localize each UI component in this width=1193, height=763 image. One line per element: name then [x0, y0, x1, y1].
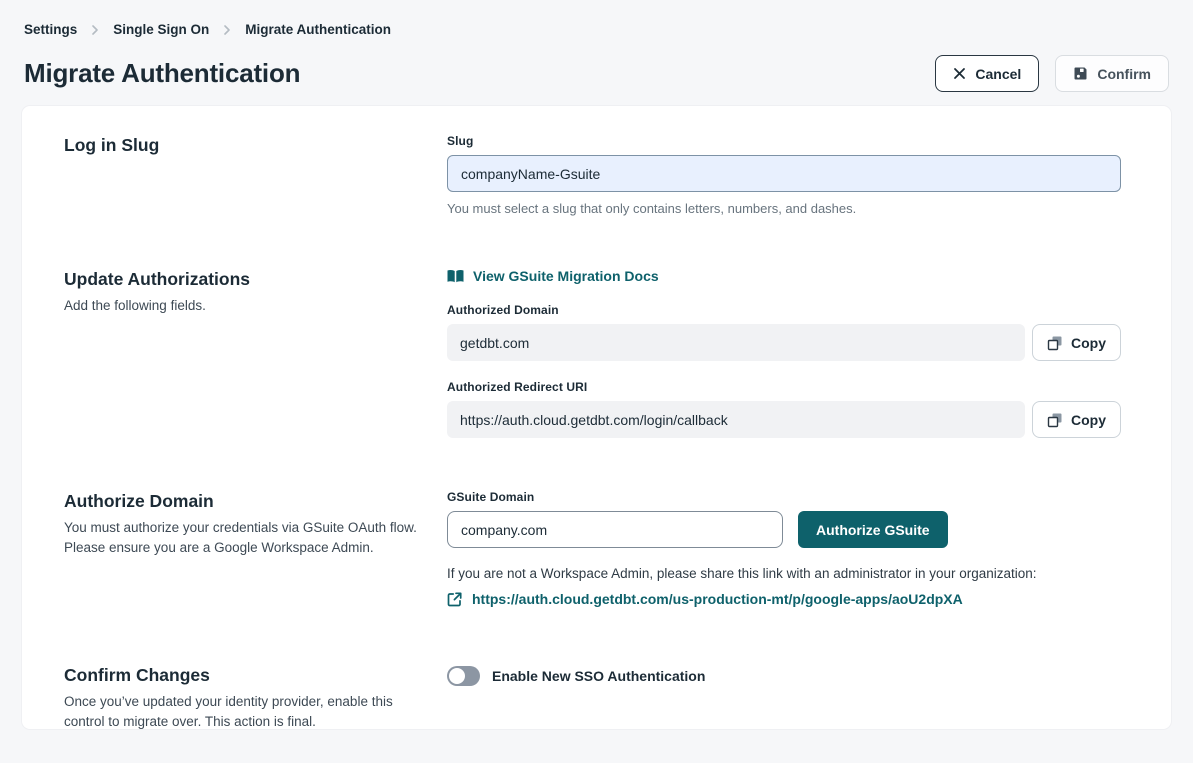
- authorized-domain-value: getdbt.com: [447, 324, 1025, 361]
- copy-button-label: Copy: [1071, 334, 1106, 351]
- enable-sso-toggle[interactable]: [447, 666, 480, 686]
- authorized-redirect-uri-label: Authorized Redirect URI: [447, 380, 588, 394]
- workspace-admin-note: If you are not a Workspace Admin, please share this link with an administrator in your organization:: [447, 566, 1037, 581]
- gsuite-domain-label: GSuite Domain: [447, 490, 535, 504]
- cancel-button-label: Cancel: [975, 65, 1022, 82]
- authorize-gsuite-button[interactable]: Authorize GSuite: [798, 511, 948, 548]
- section-login-slug: [64, 134, 1121, 216]
- enable-sso-toggle-label: Enable New SSO Authentication: [492, 667, 706, 684]
- copy-icon: [1047, 412, 1063, 428]
- section-update-authorizations: [64, 268, 1121, 438]
- section-heading-confirm-changes: Confirm Changes: [64, 664, 210, 685]
- chevron-right-icon: [222, 25, 232, 35]
- breadcrumb-settings[interactable]: Settings: [24, 22, 78, 37]
- cancel-button[interactable]: [935, 55, 1039, 92]
- section-confirm-changes: [64, 664, 1121, 732]
- section-heading-update-authorizations: Update Authorizations: [64, 269, 251, 289]
- slug-help-text: You must select a slug that only contains letters, numbers, and dashes.: [447, 201, 857, 216]
- authorized-redirect-uri-value: https://auth.cloud.getdbt.com/login/callback: [447, 401, 1025, 438]
- migrate-authentication-card: [22, 106, 1171, 729]
- page-title: Migrate Authentication: [24, 58, 301, 88]
- section-authorize-domain: [64, 490, 1121, 612]
- section-desc-confirm-changes: Once you’ve updated your identity provider, enable this control to migrate over. This action is final.: [64, 693, 393, 729]
- confirm-button-label: Confirm: [1097, 65, 1151, 82]
- header-actions: [935, 55, 1169, 92]
- slug-input[interactable]: [447, 155, 1121, 192]
- breadcrumb-single-sign-on[interactable]: Single Sign On: [113, 22, 210, 37]
- copy-authorized-domain-button[interactable]: [1032, 324, 1121, 361]
- toggle-knob: [449, 668, 465, 684]
- breadcrumb: [24, 22, 1169, 37]
- section-desc-update-authorizations: Add the following fields.: [64, 298, 206, 313]
- copy-icon: [1047, 335, 1063, 351]
- gsuite-migration-docs-link[interactable]: [447, 268, 659, 284]
- section-heading-login-slug: Log in Slug: [64, 135, 160, 155]
- external-link-icon: [447, 592, 462, 607]
- authorized-domain-label: Authorized Domain: [447, 303, 559, 317]
- book-icon: [447, 269, 464, 283]
- admin-share-link-label: https://auth.cloud.getdbt.com/us-production-mt/p/google-apps/aoU2dpXA: [472, 591, 963, 607]
- section-desc-authorize-domain: You must authorize your credentials via GSuite OAuth flow. Please ensure you are a Google Workspace Admin.: [64, 520, 417, 555]
- gsuite-migration-docs-link-label: View GSuite Migration Docs: [473, 268, 659, 284]
- gsuite-domain-input[interactable]: [447, 511, 783, 548]
- confirm-button[interactable]: [1055, 55, 1169, 92]
- page-header: [0, 0, 1193, 92]
- close-icon: [953, 67, 966, 80]
- admin-share-link[interactable]: [447, 591, 963, 607]
- section-heading-authorize-domain: Authorize Domain: [64, 491, 214, 511]
- breadcrumb-migrate-authentication: Migrate Authentication: [245, 22, 392, 37]
- copy-redirect-uri-button[interactable]: [1032, 401, 1121, 438]
- chevron-right-icon: [90, 25, 100, 35]
- save-icon: [1073, 66, 1088, 81]
- slug-label: Slug: [447, 134, 474, 148]
- copy-button-label: Copy: [1071, 411, 1106, 428]
